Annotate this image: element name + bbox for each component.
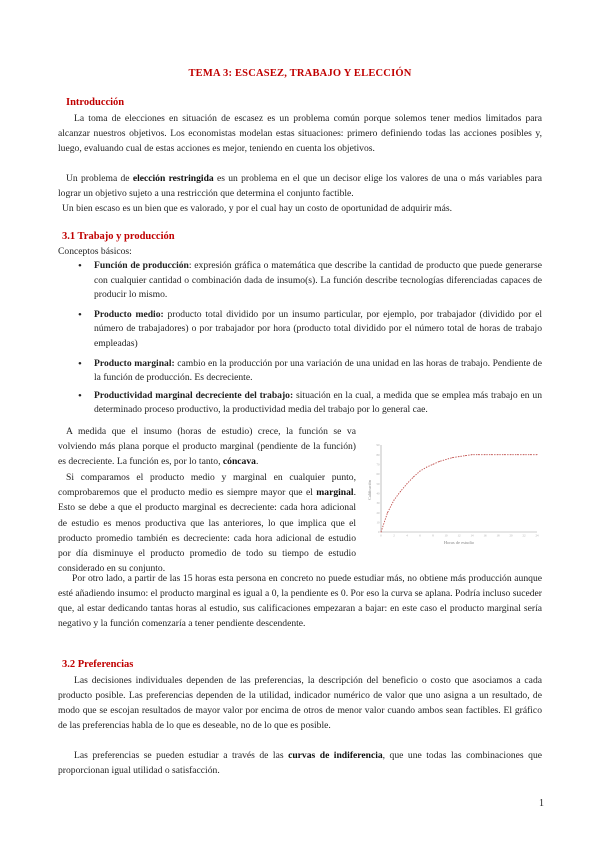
data-point	[498, 454, 499, 455]
y-tick-label: 60	[376, 472, 380, 477]
preferencias-p1-text: Las decisiones individuales dependen de las preferencias, la descripción del beneficio o costo que asociamos a cada producto posible. Las preferencias dependen de la utilidad, indicador numérico de valor que uno asigna a un resultado, de modo que se escojan resultados de mayor valor por encima de otros de menor valor cuando ambos sean factibles.	[58, 675, 542, 716]
data-point	[537, 454, 538, 455]
concava-text: A medida que el insumo (horas de estudio) crece, la función se va volviendo más plana porque el producto marginal (pendiente de la función) es decreciente. La función es, por lo tanto,	[58, 426, 356, 468]
data-point	[433, 464, 434, 465]
chart-ylabel: Calificación	[367, 480, 372, 500]
x-tick-label: 16	[483, 533, 487, 538]
y-tick-label: 40	[376, 491, 380, 496]
bullet-icon: •	[78, 260, 82, 272]
data-point	[472, 454, 473, 455]
paragraph-comparacion	[58, 470, 356, 576]
data-point	[530, 454, 531, 455]
production-curve	[381, 455, 537, 532]
x-tick-label: 20	[509, 533, 513, 538]
term-marginal: marginal	[316, 487, 354, 499]
x-tick-label: 18	[496, 533, 500, 538]
x-tick-label: 12	[457, 533, 461, 538]
term-concava: cóncava	[222, 456, 256, 468]
data-point	[387, 512, 388, 513]
x-tick-label: 2	[393, 533, 395, 538]
data-point	[524, 454, 525, 455]
x-tick-label: 4	[406, 533, 408, 538]
intro-p2-text-end: es un problema en el que un decisor elige los valores de una o más variables para lograr un objetivo sujeto a una restricción que determina el conjunto factible.	[58, 173, 542, 199]
intro-p2-text: Un problema de	[66, 173, 133, 184]
concepts-list	[78, 259, 542, 418]
bullet-productividad-decreciente	[78, 389, 542, 418]
bullet-term: Producto marginal:	[94, 357, 175, 369]
bullet-icon: •	[78, 389, 82, 402]
heading-introduccion: Introducción	[66, 97, 125, 108]
data-point	[381, 532, 382, 533]
bullet-text: cambio en la producción por una variación de una unidad en las horas de trabajo. Pendiente de la función de producción. Es decreciente.	[94, 357, 542, 384]
concava-period: .	[255, 456, 259, 468]
x-tick-label: 14	[470, 533, 474, 538]
y-tick-label: 90	[376, 443, 380, 448]
x-tick-label: 10	[444, 533, 448, 538]
y-tick-label: 30	[376, 501, 380, 506]
data-point	[413, 476, 414, 477]
paragraph-otro-lado: Por otro lado, a partir de las 15 horas esta persona en concreto no puede estudiar más, no obtiene más producción aunque esté añadiendo insumo: el producto marginal es igual a 0, la pendiente es 0. Por eso la curva se aplana. Podría incluso suceder que, al estar dedicando tantas horas al estudio, sus calificaciones empezaran a bajar: en este caso el producto marginal sería negativo y la función comenzaría a tener pendiente descendente.	[58, 573, 542, 629]
bullet-separator: :	[188, 260, 195, 271]
data-points	[381, 454, 538, 532]
y-tick-label: 10	[376, 520, 380, 525]
data-point	[439, 461, 440, 462]
bullet-icon: •	[78, 308, 82, 321]
intro-paragraph-3: Un bien escaso es un bien que es valorado, y por el cual hay un costo de oportunidad de adquirir más.	[62, 203, 453, 214]
comparacion-text: Si comparamos el producto medio y marginal en cualquier punto, comprobaremos que el producto medio es siempre mayor que el	[58, 472, 356, 499]
data-point	[400, 491, 401, 492]
data-point	[459, 456, 460, 457]
bullet-text: producto total dividido por un insumo particular, por ejemplo, por trabajador (dividido por el número de trabajadores) o por trabajador por hora (producto total dividido por el número total de horas de trabajo empleadas)	[94, 308, 542, 349]
chart-xlabel: Horas de estudio	[443, 540, 475, 545]
data-point	[491, 454, 492, 455]
data-point	[452, 457, 453, 458]
preferencias-paragraph-1	[58, 673, 542, 733]
preferencias-p1-text-end: El gráfico de las preferencias habla de lo que es deseable, no de lo que es posible.	[58, 705, 542, 731]
term-curvas-indiferencia: curvas de indiferencia	[288, 750, 383, 761]
data-point	[420, 471, 421, 472]
data-point	[407, 483, 408, 484]
heading-preferencias: 3.2 Preferencias	[62, 659, 134, 670]
preferencias-paragraph-2	[58, 748, 542, 778]
y-ticks	[377, 443, 381, 534]
y-tick-label: 50	[376, 481, 380, 486]
data-point	[446, 459, 447, 460]
y-tick-label: 70	[376, 462, 380, 467]
data-point	[517, 454, 518, 455]
y-tick-label: 80	[376, 452, 380, 457]
intro-paragraph-1: La toma de elecciones en situación de escasez es un problema común porque solemos tener medios limitados para alcanzar nuestros objetivos. Los economistas modelan estas situaciones: primero definiendo todas las acciones posibles y, luego, evaluando cual de estas acciones es mejor, teniendo en cuenta los objetivos.	[58, 113, 542, 154]
bullet-term: Productividad marginal decreciente del trabajo:	[94, 389, 294, 401]
bullet-term: Función de producción	[94, 260, 189, 271]
x-tick-label: 6	[419, 533, 421, 538]
data-point	[485, 454, 486, 455]
data-point	[504, 454, 505, 455]
x-tick-label: 8	[432, 533, 434, 538]
y-tick-label: 20	[376, 510, 380, 515]
x-ticks	[380, 534, 539, 538]
x-tick-label: 0	[380, 533, 382, 538]
comparacion-text-end: . Esto se debe a que el producto marginal es decreciente: cada hora adicional de estudio es menos productiva que las anteriores, lo que implica que el producto promedio también es decreciente: cada hora adicional de estudio por día disminuye el producto promedio de todo su tiempo de estudio considerado en su conjunto.	[58, 487, 356, 575]
x-tick-label: 22	[522, 533, 526, 538]
data-point	[511, 454, 512, 455]
conceptos-basicos-label: Conceptos básicos:	[58, 246, 132, 257]
bullet-producto-medio	[78, 308, 542, 352]
data-point	[465, 455, 466, 456]
bullet-term: Producto medio:	[94, 308, 164, 320]
production-function-chart	[367, 440, 545, 550]
data-point	[478, 454, 479, 455]
data-point	[394, 500, 395, 501]
data-point	[426, 467, 427, 468]
y-tick-label: 0	[378, 530, 380, 535]
x-tick-label: 24	[535, 533, 539, 538]
page-number: 1	[539, 798, 544, 809]
term-eleccion-restringida: elección restringida	[132, 173, 214, 184]
document-title: TEMA 3: ESCASEZ, TRABAJO Y ELECCIÓN	[188, 68, 412, 79]
preferencias-p2-text: Las preferencias se pueden estudiar a través de las	[74, 750, 289, 761]
bullet-text: situación en la cual, a medida que se emplea más trabajo en un determinado proceso productivo, la productividad media del trabajo por lo general cae.	[94, 389, 542, 416]
bullet-producto-marginal	[78, 357, 542, 386]
preferencias-p2-text-end: , que une todas las combinaciones que proporcionan igual utilidad o satisfacción.	[58, 750, 543, 776]
bullet-funcion-produccion	[78, 259, 542, 303]
paragraph-concava	[58, 424, 356, 470]
bullet-text: expresión gráfica o matemática que describe la cantidad de producto que puede generarse con cualquier cantidad o combinación dada de insumo(s). La función describe tecnologías diferenciadas capaces de producir lo mismo.	[94, 260, 542, 301]
heading-trabajo-produccion: 3.1 Trabajo y producción	[62, 231, 175, 242]
bullet-icon: •	[78, 357, 82, 370]
intro-paragraph-2	[58, 171, 542, 201]
